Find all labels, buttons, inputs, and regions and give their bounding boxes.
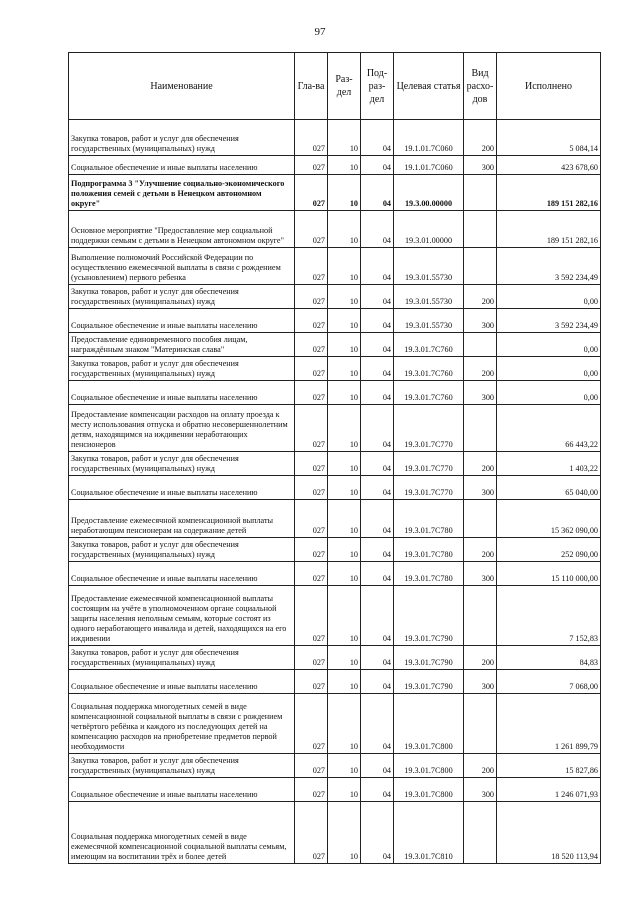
cell-name: Социальное обеспечение и иные выплаты населению	[69, 156, 295, 175]
cell-glava: 027	[295, 778, 328, 802]
cell-amount: 15 362 090,00	[497, 500, 601, 538]
table-row	[69, 670, 601, 694]
cell-podrazdel: 04	[361, 175, 394, 211]
cell-vid	[464, 500, 497, 538]
cell-amount: 0,00	[497, 285, 601, 309]
cell-razdel: 10	[328, 285, 361, 309]
cell-podrazdel: 04	[361, 646, 394, 670]
cell-target: 19.3.01.7С800	[394, 778, 464, 802]
cell-razdel: 10	[328, 309, 361, 333]
cell-podrazdel: 04	[361, 670, 394, 694]
cell-vid: 200	[464, 452, 497, 476]
cell-target: 19.3.01.7С760	[394, 381, 464, 405]
table-row	[69, 538, 601, 562]
cell-target: 19.3.01.7С790	[394, 646, 464, 670]
cell-vid	[464, 802, 497, 864]
cell-razdel: 10	[328, 754, 361, 778]
cell-vid: 300	[464, 156, 497, 175]
cell-glava: 027	[295, 120, 328, 156]
cell-glava: 027	[295, 248, 328, 285]
cell-podrazdel: 04	[361, 309, 394, 333]
cell-amount: 0,00	[497, 333, 601, 357]
cell-razdel: 10	[328, 405, 361, 452]
cell-razdel: 10	[328, 586, 361, 646]
cell-razdel: 10	[328, 802, 361, 864]
cell-target: 19.3.01.55730	[394, 285, 464, 309]
cell-name: Выполнение полномочий Российской Федерации по осуществлению ежемесячной выплаты в связи с рождением (усыновлением) первого ребенка	[69, 248, 295, 285]
cell-vid	[464, 405, 497, 452]
cell-name: Социальное обеспечение и иные выплаты населению	[69, 670, 295, 694]
cell-name: Закупка товаров, работ и услуг для обеспечения государственных (муниципальных) нужд	[69, 120, 295, 156]
header-name: Наименование	[69, 53, 295, 120]
cell-razdel: 10	[328, 211, 361, 248]
header-executed: Исполнено	[497, 53, 601, 120]
cell-name: Подпрограмма 3 "Улучшение социально-экономического положения семей с детьми в Ненецком автономном округе"	[69, 175, 295, 211]
cell-podrazdel: 04	[361, 802, 394, 864]
cell-amount: 66 443,22	[497, 405, 601, 452]
cell-glava: 027	[295, 285, 328, 309]
cell-target: 19.1.01.7С060	[394, 156, 464, 175]
cell-podrazdel: 04	[361, 778, 394, 802]
cell-podrazdel: 04	[361, 333, 394, 357]
cell-podrazdel: 04	[361, 381, 394, 405]
cell-vid: 300	[464, 562, 497, 586]
cell-razdel: 10	[328, 175, 361, 211]
cell-razdel: 10	[328, 670, 361, 694]
cell-name: Основное мероприятие "Предоставление мер социальной поддержки семьям с детьми в Ненецком автономном округе"	[69, 211, 295, 248]
cell-name: Предоставление компенсации расходов на оплату проезда к месту использования отпуска и обратно несовершеннолетним детям, находящимся на иждивении неработающих пенсионеров	[69, 405, 295, 452]
cell-razdel: 10	[328, 452, 361, 476]
cell-target: 19.3.01.7С770	[394, 476, 464, 500]
cell-razdel: 10	[328, 562, 361, 586]
cell-vid: 200	[464, 285, 497, 309]
table-row	[69, 405, 601, 452]
cell-amount: 423 678,60	[497, 156, 601, 175]
cell-glava: 027	[295, 586, 328, 646]
cell-name: Социальная поддержка многодетных семей в виде ежемесячной компенсационной социальной выплаты семьям, имеющим на воспитании трёх и более детей	[69, 802, 295, 864]
cell-amount: 18 520 113,94	[497, 802, 601, 864]
cell-glava: 027	[295, 500, 328, 538]
cell-amount: 1 261 899,79	[497, 694, 601, 754]
table-row	[69, 694, 601, 754]
cell-glava: 027	[295, 452, 328, 476]
cell-vid: 200	[464, 538, 497, 562]
cell-glava: 027	[295, 646, 328, 670]
header-vid: Вид расхо-дов	[464, 53, 497, 120]
header-glava: Гла-ва	[295, 53, 328, 120]
cell-glava: 027	[295, 802, 328, 864]
cell-vid	[464, 586, 497, 646]
cell-razdel: 10	[328, 778, 361, 802]
header-target: Целевая статья	[394, 53, 464, 120]
cell-amount: 15 110 000,00	[497, 562, 601, 586]
cell-amount: 5 084,14	[497, 120, 601, 156]
cell-amount: 189 151 282,16	[497, 175, 601, 211]
table-row	[69, 333, 601, 357]
cell-amount: 84,83	[497, 646, 601, 670]
cell-glava: 027	[295, 405, 328, 452]
cell-name: Предоставление ежемесячной компенсационной выплаты состоящим на учёте в уполномоченном органе социальной защиты населения неполным семьям, которые состоят из одного неработающего инвалида и детей, находящихся на его иждивении	[69, 586, 295, 646]
cell-name: Закупка товаров, работ и услуг для обеспечения государственных (муниципальных) нужд	[69, 357, 295, 381]
cell-target: 19.3.01.7С780	[394, 538, 464, 562]
cell-amount: 7 068,00	[497, 670, 601, 694]
cell-razdel: 10	[328, 156, 361, 175]
cell-amount: 1 403,22	[497, 452, 601, 476]
cell-target: 19.3.01.7С780	[394, 562, 464, 586]
cell-target: 19.1.01.7С060	[394, 120, 464, 156]
cell-amount: 65 040,00	[497, 476, 601, 500]
cell-razdel: 10	[328, 500, 361, 538]
cell-amount: 7 152,83	[497, 586, 601, 646]
table-row	[69, 646, 601, 670]
cell-glava: 027	[295, 156, 328, 175]
cell-target: 19.3.01.7С770	[394, 452, 464, 476]
cell-target: 19.3.00.00000	[394, 175, 464, 211]
cell-amount: 3 592 234,49	[497, 309, 601, 333]
cell-target: 19.3.01.7С800	[394, 694, 464, 754]
cell-amount: 15 827,86	[497, 754, 601, 778]
cell-target: 19.3.01.7С760	[394, 333, 464, 357]
cell-amount: 189 151 282,16	[497, 211, 601, 248]
table-row	[69, 452, 601, 476]
cell-vid: 300	[464, 670, 497, 694]
cell-podrazdel: 04	[361, 538, 394, 562]
cell-name: Закупка товаров, работ и услуг для обеспечения государственных (муниципальных) нужд	[69, 646, 295, 670]
table-row	[69, 381, 601, 405]
cell-vid: 200	[464, 754, 497, 778]
cell-target: 19.3.01.55730	[394, 248, 464, 285]
cell-razdel: 10	[328, 476, 361, 500]
cell-target: 19.3.01.7С810	[394, 802, 464, 864]
cell-podrazdel: 04	[361, 500, 394, 538]
cell-podrazdel: 04	[361, 586, 394, 646]
cell-vid	[464, 248, 497, 285]
cell-amount: 1 246 071,93	[497, 778, 601, 802]
cell-podrazdel: 04	[361, 405, 394, 452]
cell-name: Социальное обеспечение и иные выплаты населению	[69, 778, 295, 802]
cell-amount: 252 090,00	[497, 538, 601, 562]
table-row	[69, 357, 601, 381]
cell-name: Закупка товаров, работ и услуг для обеспечения государственных (муниципальных) нужд	[69, 285, 295, 309]
table-header-row	[69, 53, 601, 120]
cell-name: Предоставление ежемесячной компенсационной выплаты неработающим пенсионерам на содержание детей	[69, 500, 295, 538]
table-row	[69, 211, 601, 248]
cell-podrazdel: 04	[361, 211, 394, 248]
cell-razdel: 10	[328, 381, 361, 405]
cell-podrazdel: 04	[361, 285, 394, 309]
table-row	[69, 562, 601, 586]
cell-glava: 027	[295, 309, 328, 333]
cell-vid	[464, 175, 497, 211]
cell-vid: 200	[464, 646, 497, 670]
cell-amount: 0,00	[497, 357, 601, 381]
cell-name: Социальное обеспечение и иные выплаты населению	[69, 476, 295, 500]
cell-vid: 300	[464, 476, 497, 500]
cell-vid: 200	[464, 357, 497, 381]
table-row	[69, 476, 601, 500]
cell-razdel: 10	[328, 694, 361, 754]
cell-glava: 027	[295, 381, 328, 405]
cell-vid: 300	[464, 309, 497, 333]
header-razdel: Раз-дел	[328, 53, 361, 120]
cell-glava: 027	[295, 562, 328, 586]
cell-glava: 027	[295, 754, 328, 778]
table-row	[69, 500, 601, 538]
cell-glava: 027	[295, 357, 328, 381]
cell-vid	[464, 333, 497, 357]
table-row	[69, 778, 601, 802]
cell-name: Закупка товаров, работ и услуг для обеспечения государственных (муниципальных) нужд	[69, 452, 295, 476]
cell-name: Социальная поддержка многодетных семей в виде компенсационной социальной выплаты в связи с рождением четвёртого ребёнка и каждого из последующих детей на компенсацию расходов на приобретение предметов первой необходимости	[69, 694, 295, 754]
cell-podrazdel: 04	[361, 562, 394, 586]
cell-razdel: 10	[328, 333, 361, 357]
cell-name: Социальное обеспечение и иные выплаты населению	[69, 309, 295, 333]
cell-target: 19.3.01.7С760	[394, 357, 464, 381]
table-row	[69, 309, 601, 333]
cell-razdel: 10	[328, 248, 361, 285]
cell-name: Закупка товаров, работ и услуг для обеспечения государственных (муниципальных) нужд	[69, 538, 295, 562]
table-row	[69, 802, 601, 864]
cell-name: Социальное обеспечение и иные выплаты населению	[69, 381, 295, 405]
cell-podrazdel: 04	[361, 120, 394, 156]
table-row	[69, 175, 601, 211]
table-row	[69, 285, 601, 309]
cell-name: Социальное обеспечение и иные выплаты населению	[69, 562, 295, 586]
cell-podrazdel: 04	[361, 452, 394, 476]
cell-podrazdel: 04	[361, 694, 394, 754]
cell-razdel: 10	[328, 538, 361, 562]
cell-target: 19.3.01.00000	[394, 211, 464, 248]
cell-glava: 027	[295, 694, 328, 754]
cell-podrazdel: 04	[361, 248, 394, 285]
table-row	[69, 754, 601, 778]
cell-amount: 3 592 234,49	[497, 248, 601, 285]
cell-razdel: 10	[328, 646, 361, 670]
cell-podrazdel: 04	[361, 476, 394, 500]
cell-glava: 027	[295, 211, 328, 248]
cell-target: 19.3.01.7С790	[394, 670, 464, 694]
cell-name: Закупка товаров, работ и услуг для обеспечения государственных (муниципальных) нужд	[69, 754, 295, 778]
table-row	[69, 156, 601, 175]
cell-vid	[464, 211, 497, 248]
cell-podrazdel: 04	[361, 357, 394, 381]
cell-amount: 0,00	[497, 381, 601, 405]
table-row	[69, 120, 601, 156]
cell-glava: 027	[295, 538, 328, 562]
cell-target: 19.3.01.7С800	[394, 754, 464, 778]
budget-table	[68, 52, 601, 864]
cell-target: 19.3.01.7С790	[394, 586, 464, 646]
table-row	[69, 586, 601, 646]
cell-podrazdel: 04	[361, 156, 394, 175]
cell-vid: 300	[464, 381, 497, 405]
cell-target: 19.3.01.7С780	[394, 500, 464, 538]
cell-vid: 200	[464, 120, 497, 156]
table-row	[69, 248, 601, 285]
cell-razdel: 10	[328, 357, 361, 381]
cell-glava: 027	[295, 670, 328, 694]
cell-target: 19.3.01.7С770	[394, 405, 464, 452]
cell-glava: 027	[295, 175, 328, 211]
cell-podrazdel: 04	[361, 754, 394, 778]
cell-vid	[464, 694, 497, 754]
cell-glava: 027	[295, 476, 328, 500]
cell-target: 19.3.01.55730	[394, 309, 464, 333]
header-podrazdel: Под-раз-дел	[361, 53, 394, 120]
cell-name: Предоставление единовременного пособия лицам, награждённым знаком "Материнская слава"	[69, 333, 295, 357]
cell-vid: 300	[464, 778, 497, 802]
cell-glava: 027	[295, 333, 328, 357]
page-number: 97	[314, 26, 326, 38]
cell-razdel: 10	[328, 120, 361, 156]
